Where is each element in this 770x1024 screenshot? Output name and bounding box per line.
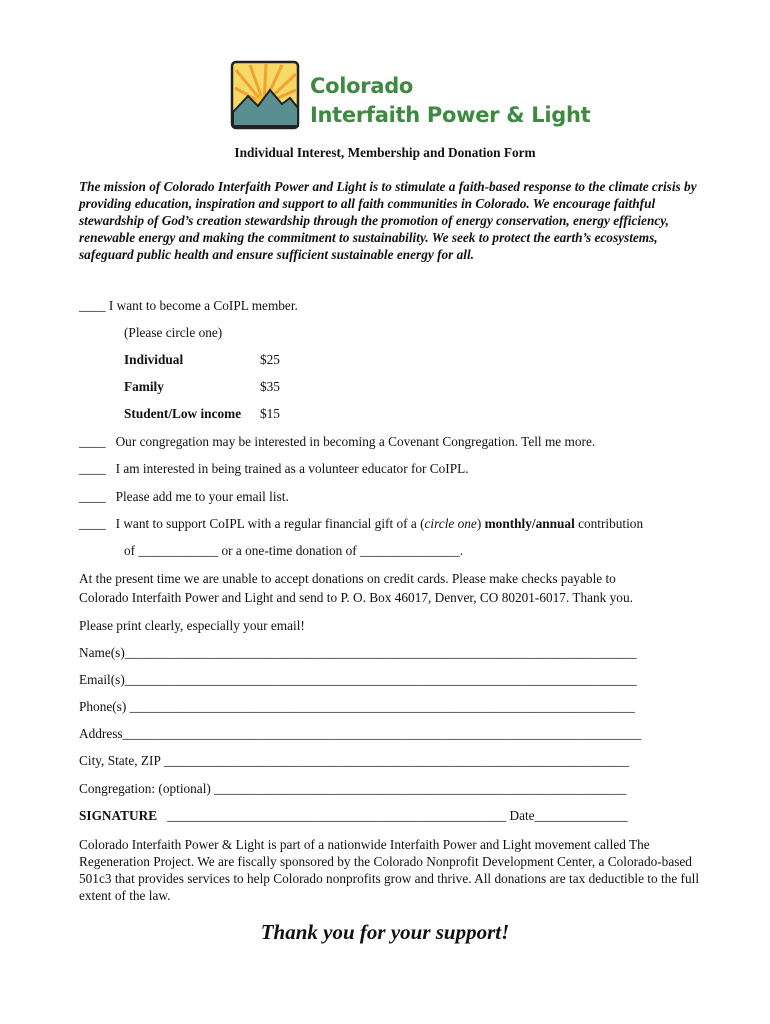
support-text-1: I want to support CoIPL with a regular financial gift of a ( — [115, 516, 425, 531]
email-list-blank[interactable]: ____ — [79, 489, 106, 504]
educator-label: I am interested in being trained as a volunteer educator for CoIPL. — [115, 461, 469, 476]
membership-price-student: $15 — [260, 406, 280, 421]
address-field[interactable]: Address______________________________________________________________________________ — [79, 726, 642, 741]
educator-option[interactable] — [79, 460, 469, 477]
closing-paragraph: Colorado Interfaith Power & Light is part of a nationwide Interfaith Power and Light movement called The Regeneration Project. We are fiscally sponsored by the Colorado Nonprofit Development Center, a Colorado-based 501c3 that provides services to help Colorado nonprofits grow and thrive. All donations are tax deductible to the full extent of the law. — [79, 837, 700, 903]
email-list-label: Please add me to your email list. — [115, 489, 289, 504]
credit-note-line1: At the present time we are unable to accept donations on credit cards. Please make checks payable to — [79, 571, 616, 586]
support-blank[interactable]: ____ — [79, 516, 106, 531]
membership-option[interactable] — [79, 297, 298, 314]
support-text-2: ) — [476, 516, 485, 531]
support-amount-line[interactable]: of ____________ or a one-time donation of _______________. — [124, 543, 464, 558]
date-field[interactable]: Date______________ — [509, 808, 628, 823]
covenant-label: Our congregation may be interested in becoming a Covenant Congregation. Tell me more. — [115, 434, 596, 449]
support-circle-one: circle one — [424, 516, 477, 531]
membership-blank[interactable]: ____ — [79, 298, 106, 313]
city-state-zip-field[interactable]: City, State, ZIP ______________________________________________________________________ — [79, 753, 630, 768]
form-title: Individual Interest, Membership and Donation Form — [234, 145, 536, 160]
signature-line[interactable]: ___________________________________________________ — [167, 808, 507, 823]
logo-title-line1: Colorado — [310, 74, 414, 98]
support-frequency[interactable]: monthly/annual — [484, 516, 575, 531]
print-note: Please print clearly, especially your email! — [79, 618, 305, 633]
membership-type-family[interactable]: Family — [124, 379, 164, 394]
signature-label: SIGNATURE — [79, 808, 158, 823]
mission-statement: The mission of Colorado Interfaith Power and Light is to stimulate a faith-based response to the climate crisis by providing education, inspiration and support to all faith communities in Colorado. We encourage faithful stewardship of God’s creation stewardship through the promotion of energy conservation, energy efficiency, renewable energy and making the commitment to sustainability. We seek to protect the earth’s ecosystems, safeguard public health and ensure sufficient sustainable energy for all. — [79, 179, 697, 262]
membership-type-student[interactable]: Student/Low income — [124, 406, 242, 421]
membership-price-family: $35 — [260, 379, 280, 394]
congregation-field[interactable]: Congregation: (optional) ______________________________________________________________ — [79, 781, 627, 796]
logo-title-line2: Interfaith Power & Light — [310, 103, 591, 127]
name-field[interactable]: Name(s)_____________________________________________________________________________ — [79, 645, 637, 660]
membership-label: I want to become a CoIPL member. — [108, 298, 298, 313]
covenant-blank[interactable]: ____ — [79, 434, 106, 449]
thank-you-message: Thank you for your support! — [260, 920, 510, 944]
membership-price-individual: $25 — [260, 352, 280, 367]
circle-note: (Please circle one) — [124, 325, 223, 340]
coipl-logo — [230, 60, 302, 132]
phone-field[interactable]: Phone(s) ____________________________________________________________________________ — [79, 699, 635, 714]
educator-blank[interactable]: ____ — [79, 461, 106, 476]
email-list-option[interactable] — [79, 488, 289, 505]
covenant-option[interactable] — [79, 433, 595, 450]
support-text-3: contribution — [574, 516, 644, 531]
membership-type-individual[interactable]: Individual — [124, 352, 184, 367]
signature-row[interactable] — [79, 807, 628, 824]
credit-note-line2: Colorado Interfaith Power and Light and send to P. O. Box 46017, Denver, CO 80201-6017. Thank you. — [79, 590, 633, 605]
email-field[interactable]: Email(s)_____________________________________________________________________________ — [79, 672, 637, 687]
support-option[interactable] — [79, 515, 643, 532]
